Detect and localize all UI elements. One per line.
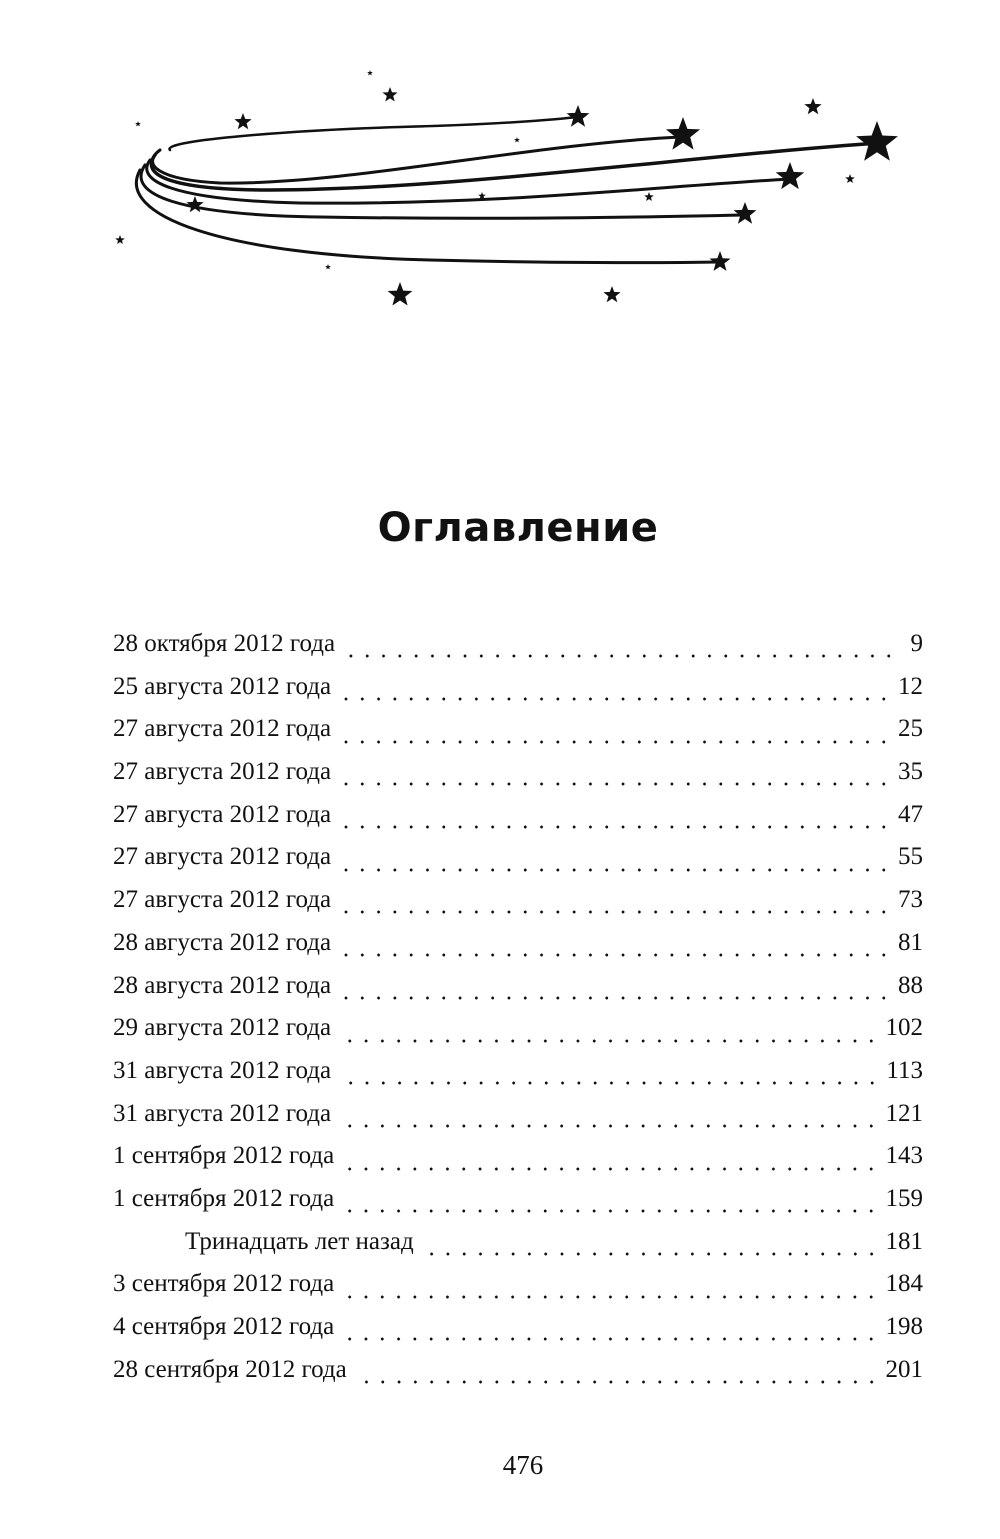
toc-entry-page: 113 [886,1056,923,1084]
toc-entry-label: 27 августа 2012 года [113,715,332,743]
toc-entry [113,673,923,716]
toc-entry-label: 1 сентября 2012 года [113,1142,335,1170]
shooting-stars-illustration [100,55,900,315]
toc-entry [113,1057,923,1100]
star-icon [644,192,654,201]
toc-entry-page: 25 [898,715,923,743]
toc-entry-page: 159 [885,1184,923,1212]
star-icon [382,87,397,102]
star-icon [135,121,141,126]
star-icon [567,105,590,127]
dot-leader [359,1380,880,1384]
dot-leader [343,868,892,872]
star-icon [845,174,855,183]
toc-entry [113,1142,923,1185]
toc-entry-label: 31 августа 2012 года [113,1056,332,1084]
dot-leader [343,1124,879,1128]
toc-entry [113,972,923,1015]
dot-leader [343,740,892,744]
toc-entry-page: 47 [898,800,923,828]
toc-entry-page: 143 [885,1142,923,1170]
toc-entry [113,1270,923,1313]
toc-entry-page: 102 [885,1014,923,1042]
star-icon [856,121,898,161]
toc-entry [113,1313,923,1356]
toc-entry [113,630,923,673]
toc-entry-label: 25 августа 2012 года [113,672,332,700]
toc-entry-page: 73 [898,886,923,914]
dot-leader [346,1337,879,1341]
toc-entry-label: 28 августа 2012 года [113,928,332,956]
dot-leader [347,654,897,658]
toc-entry-page: 198 [885,1313,923,1340]
toc-entry-label: 28 сентября 2012 года [113,1355,347,1383]
toc-entry-label: 3 сентября 2012 года [113,1270,335,1298]
star-icon [115,235,125,244]
star-icon [776,162,805,189]
toc-entry-page: 121 [885,1099,923,1127]
toc-entry-label: 28 августа 2012 года [113,971,332,999]
toc-entry [113,843,923,886]
star-icon [804,98,821,114]
star-icon [367,70,373,75]
toc-entry-label: 31 августа 2012 года [113,1099,332,1127]
toc-entry-label: 29 августа 2012 года [113,1014,332,1042]
star-icon [514,137,520,142]
toc-entry [113,1185,923,1228]
toc-entry-page: 88 [898,971,923,999]
dot-leader [343,782,892,786]
star-icon [734,202,757,224]
page-title: Оглавление [377,505,659,551]
star-icon [388,282,413,306]
page-number: 476 [502,1450,544,1480]
toc-entry-label: 27 августа 2012 года [113,758,332,786]
star-icon [666,117,700,150]
dot-leader [343,1081,880,1085]
toc-entry-page: 201 [885,1355,923,1383]
toc-entry [113,1100,923,1143]
dot-leader [343,910,892,914]
toc-entry [113,886,923,929]
star-icon [325,264,331,269]
star-icon [710,251,731,271]
dot-leader [346,1295,879,1299]
toc-entry [113,801,923,844]
toc-entry-label: 27 августа 2012 года [113,886,332,914]
dot-leader [346,1167,879,1171]
star-icon [234,113,251,129]
star-icon [186,196,203,212]
toc-entry [113,758,923,801]
toc-entry-label: 4 сентября 2012 года [113,1313,335,1340]
dot-leader [343,697,892,701]
toc-entry-page: 181 [885,1227,923,1255]
dot-leader [343,953,892,957]
toc-entry-label: Тринадцать лет назад [185,1227,414,1255]
toc-entry-page: 12 [898,672,923,700]
toc-entry [113,929,923,972]
toc-entry-page: 81 [898,928,923,956]
dot-leader [426,1252,880,1256]
toc-entry [113,1014,923,1057]
toc-entry [113,715,923,758]
toc-entry-page: 55 [898,843,923,871]
dot-leader [346,1209,879,1213]
toc-entry-page: 9 [910,630,923,657]
toc-entry-label: 28 октября 2012 года [113,630,336,657]
toc-entry [113,1356,923,1399]
dot-leader [343,1039,879,1043]
toc-entry-page: 35 [898,758,923,786]
toc-entry [113,1228,923,1271]
toc-entry-label: 27 августа 2012 года [113,800,332,828]
toc-entry-label: 1 сентября 2012 года [113,1184,335,1212]
dot-leader [343,996,892,1000]
dot-leader [343,825,892,829]
star-icon [603,286,620,302]
table-of-contents [113,630,923,1398]
toc-entry-label: 27 августа 2012 года [113,843,332,871]
toc-entry-page: 184 [885,1270,923,1298]
